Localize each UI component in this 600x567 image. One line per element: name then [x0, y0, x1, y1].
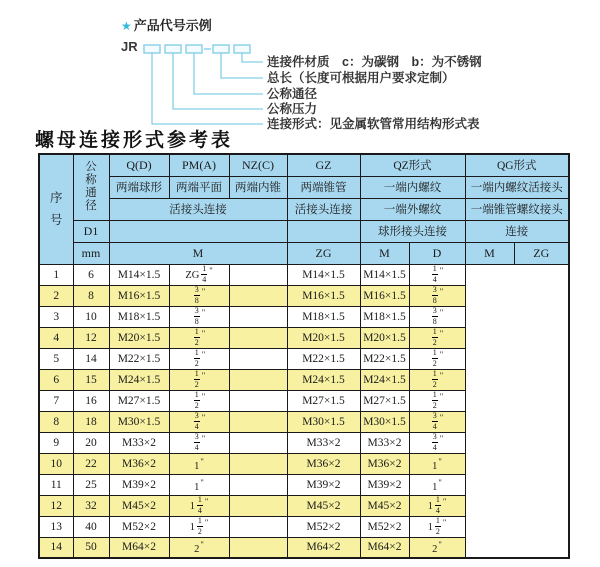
- header-desc-qz1: 一端内螺纹: [360, 176, 465, 198]
- cell-gz: 1": [169, 453, 229, 474]
- header-mm: mm: [73, 242, 109, 264]
- table-row: [39, 390, 569, 411]
- cell-qz-m: [229, 537, 287, 558]
- cell-qg-m: M36×2: [360, 453, 409, 474]
- cell-qz-m: [229, 306, 287, 327]
- cell-gz: ZG $\frac{1}{4}$ ": [169, 264, 229, 285]
- cell-m: M18×1.5: [109, 306, 169, 327]
- cell-dn: 22: [73, 453, 109, 474]
- table-row: [39, 537, 569, 558]
- cell-qg-m: M16×1.5: [360, 285, 409, 306]
- cell-gz: $\frac{1}{2}$ ": [169, 390, 229, 411]
- cell-qg-m: M52×2: [360, 516, 409, 537]
- cell-dn: 40: [73, 516, 109, 537]
- cell-seq: 5: [39, 348, 73, 369]
- cell-m: M52×2: [109, 516, 169, 537]
- cell-gz: $\frac{3}{8}$ ": [169, 306, 229, 327]
- cell-m: M39×2: [109, 474, 169, 495]
- cell-qg-m: M18×1.5: [360, 306, 409, 327]
- cell-m: M45×2: [109, 495, 169, 516]
- table-row: [39, 327, 569, 348]
- cell-qg-zg: $\frac{1}{2}$ ": [409, 348, 465, 369]
- code-box-1: [144, 45, 160, 53]
- cell-dn: 10: [73, 306, 109, 327]
- cell-m: M14×1.5: [109, 264, 169, 285]
- code-prefix: JR: [121, 39, 138, 54]
- header-desc-pm: 两端平面: [169, 176, 229, 198]
- table-header: [39, 154, 569, 264]
- label-nominal-pressure: 公称压力: [267, 102, 318, 116]
- cell-gz: 1 $\frac{1}{2}$ ": [169, 516, 229, 537]
- cell-seq: 12: [39, 495, 73, 516]
- cell-m: M30×1.5: [109, 411, 169, 432]
- label-connector-material: 连接件材质 c：为碳钢 b：为不锈钢: [267, 55, 482, 69]
- cell-qg-zg: $\frac{3}{8}$ ": [409, 306, 465, 327]
- header-union-joint-gz: 活接头连接: [287, 198, 360, 220]
- cell-m: M22×1.5: [109, 348, 169, 369]
- cell-seq: 6: [39, 369, 73, 390]
- cell-qz-m: [229, 369, 287, 390]
- cell-dn: 20: [73, 432, 109, 453]
- header-empty-1: [109, 220, 287, 242]
- cell-qg-zg: $\frac{1}{2}$ ": [409, 369, 465, 390]
- cell-dn: 32: [73, 495, 109, 516]
- cell-gz: $\frac{1}{2}$ ": [169, 327, 229, 348]
- cell-dn: 14: [73, 348, 109, 369]
- table-row: [39, 432, 569, 453]
- header-desc-qz2: 一端外螺纹: [360, 198, 465, 220]
- cell-dn: 50: [73, 537, 109, 558]
- leader-line-diameter: [194, 53, 263, 94]
- cell-qg-zg: 1": [409, 474, 465, 495]
- header-col-q: Q(D): [109, 154, 169, 176]
- header-dn: 公 称 通 径: [73, 154, 109, 220]
- cell-qz-m: [229, 390, 287, 411]
- cell-qg-m: M64×2: [360, 537, 409, 558]
- cell-qz-d: M18×1.5: [287, 306, 360, 327]
- cell-qz-m: [229, 432, 287, 453]
- cell-qg-zg: $\frac{3}{8}$ ": [409, 285, 465, 306]
- cell-m: M64×2: [109, 537, 169, 558]
- header-desc-qg3: 连接: [465, 220, 569, 242]
- cell-qg-m: M30×1.5: [360, 411, 409, 432]
- cell-seq: 11: [39, 474, 73, 495]
- header-col-gz: GZ: [287, 154, 360, 176]
- cell-gz: $\frac{3}{8}$ ": [169, 285, 229, 306]
- cell-seq: 14: [39, 537, 73, 558]
- cell-qg-m: M20×1.5: [360, 327, 409, 348]
- cell-qg-m: M27×1.5: [360, 390, 409, 411]
- table-row: [39, 474, 569, 495]
- cell-qz-m: [229, 516, 287, 537]
- cell-qz-d: M27×1.5: [287, 390, 360, 411]
- cell-m: M20×1.5: [109, 327, 169, 348]
- cell-qg-m: M14×1.5: [360, 264, 409, 285]
- cell-gz: 2": [169, 537, 229, 558]
- cell-gz: $\frac{3}{4}$ ": [169, 432, 229, 453]
- header-desc-nz: 两端内锥: [229, 176, 287, 198]
- label-total-length: 总长（长度可根据用户要求定制）: [267, 71, 455, 85]
- product-code-example-title: [121, 15, 212, 34]
- cell-qz-m: [229, 474, 287, 495]
- header-d1: D1: [73, 220, 109, 242]
- cell-qg-m: M24×1.5: [360, 369, 409, 390]
- table-row: [39, 369, 569, 390]
- header-sub-m: M: [109, 242, 287, 264]
- header-col-nz: NZ(C): [229, 154, 287, 176]
- cell-qz-d: M22×1.5: [287, 348, 360, 369]
- cell-qg-zg: $\frac{1}{4}$ ": [409, 264, 465, 285]
- cell-m: M27×1.5: [109, 390, 169, 411]
- cell-qg-m: M22×1.5: [360, 348, 409, 369]
- cell-qg-zg: $\frac{3}{4}$ ": [409, 411, 465, 432]
- nut-connection-reference-table: [38, 153, 570, 559]
- cell-qg-m: M45×2: [360, 495, 409, 516]
- table-row: [39, 495, 569, 516]
- code-box-5: [234, 45, 250, 53]
- cell-qg-zg: 1": [409, 453, 465, 474]
- table-row: [39, 411, 569, 432]
- cell-gz: $\frac{1}{2}$ ": [169, 369, 229, 390]
- cell-m: M33×2: [109, 432, 169, 453]
- cell-qz-d: M14×1.5: [287, 264, 360, 285]
- cell-dn: 12: [73, 327, 109, 348]
- cell-qz-m: [229, 453, 287, 474]
- header-desc-gz: 两端锥管: [287, 176, 360, 198]
- cell-dn: 16: [73, 390, 109, 411]
- table-row: [39, 516, 569, 537]
- header-desc-qz3: 球形接头连接: [360, 220, 465, 242]
- cell-qz-d: M52×2: [287, 516, 360, 537]
- cell-dn: 6: [73, 264, 109, 285]
- cell-seq: 1: [39, 264, 73, 285]
- cell-seq: 2: [39, 285, 73, 306]
- cell-dn: 15: [73, 369, 109, 390]
- leader-line-form: [152, 53, 263, 124]
- table-row: [39, 348, 569, 369]
- cell-qz-d: M36×2: [287, 453, 360, 474]
- table-title: 螺母连接形式参考表: [35, 130, 234, 151]
- cell-m: M24×1.5: [109, 369, 169, 390]
- cell-m: M36×2: [109, 453, 169, 474]
- cell-seq: 9: [39, 432, 73, 453]
- cell-qz-d: M24×1.5: [287, 369, 360, 390]
- header-desc-q: 两端球形: [109, 176, 169, 198]
- cell-seq: 4: [39, 327, 73, 348]
- cell-qz-d: M30×1.5: [287, 411, 360, 432]
- cell-gz: $\frac{3}{4}$ ": [169, 411, 229, 432]
- cell-gz: 1": [169, 474, 229, 495]
- cell-seq: 3: [39, 306, 73, 327]
- table-body: [39, 264, 569, 558]
- cell-qg-zg: 1 $\frac{1}{2}$ ": [409, 516, 465, 537]
- cell-seq: 7: [39, 390, 73, 411]
- cell-seq: 10: [39, 453, 73, 474]
- cell-qz-d: M16×1.5: [287, 285, 360, 306]
- header-col-pm: PM(A): [169, 154, 229, 176]
- table-row: [39, 264, 569, 285]
- header-sub-qz-d: D: [409, 242, 465, 264]
- cell-qz-m: [229, 348, 287, 369]
- cell-qg-zg: $\frac{1}{2}$ ": [409, 327, 465, 348]
- table-row: [39, 306, 569, 327]
- header-desc-qg2: 一端锥管螺纹接头: [465, 198, 569, 220]
- label-connection-form: 连接形式：见金属软管常用结构形式表: [267, 117, 480, 131]
- cell-qz-d: M64×2: [287, 537, 360, 558]
- code-box-3: [186, 45, 202, 53]
- cell-qz-d: M33×2: [287, 432, 360, 453]
- cell-qg-m: M39×2: [360, 474, 409, 495]
- cell-qz-m: [229, 285, 287, 306]
- cell-gz: $\frac{1}{2}$ ": [169, 348, 229, 369]
- header-sub-qz-m: M: [360, 242, 409, 264]
- cell-qz-m: [229, 411, 287, 432]
- header-desc-qg1: 一端内螺纹活接头: [465, 176, 569, 198]
- product-code-example-label: 产品代号示例: [133, 18, 212, 33]
- header-sub-qg-m: M: [465, 242, 514, 264]
- header-col-qg: QG形式: [465, 154, 569, 176]
- header-sub-zg: ZG: [287, 242, 360, 264]
- cell-qz-d: M45×2: [287, 495, 360, 516]
- cell-qg-zg: $\frac{1}{2}$ ": [409, 390, 465, 411]
- star-icon: ★: [121, 19, 132, 33]
- cell-qg-zg: 1 $\frac{1}{4}$ ": [409, 495, 465, 516]
- cell-qg-m: M33×2: [360, 432, 409, 453]
- cell-qz-d: M20×1.5: [287, 327, 360, 348]
- cell-qz-m: [229, 264, 287, 285]
- cell-qg-zg: 2": [409, 537, 465, 558]
- cell-m: M16×1.5: [109, 285, 169, 306]
- cell-seq: 8: [39, 411, 73, 432]
- table-row: [39, 453, 569, 474]
- cell-gz: 1 $\frac{1}{4}$ ": [169, 495, 229, 516]
- cell-qz-m: [229, 327, 287, 348]
- header-union-joint: 活接头连接: [109, 198, 287, 220]
- cell-dn: 25: [73, 474, 109, 495]
- cell-qg-zg: $\frac{3}{4}$ ": [409, 432, 465, 453]
- cell-dn: 8: [73, 285, 109, 306]
- leader-line-material: [242, 53, 263, 62]
- label-nominal-diameter: 公称通径: [267, 87, 318, 101]
- table-row: [39, 285, 569, 306]
- code-box-4: [213, 45, 229, 53]
- header-col-qz: QZ形式: [360, 154, 465, 176]
- code-box-2: [165, 45, 181, 53]
- cell-seq: 13: [39, 516, 73, 537]
- cell-qz-d: M39×2: [287, 474, 360, 495]
- header-seq: 序 号: [39, 154, 73, 264]
- cell-qz-m: [229, 495, 287, 516]
- header-empty-2: [287, 220, 360, 242]
- header-sub-qg-zg: ZG: [514, 242, 569, 264]
- cell-dn: 18: [73, 411, 109, 432]
